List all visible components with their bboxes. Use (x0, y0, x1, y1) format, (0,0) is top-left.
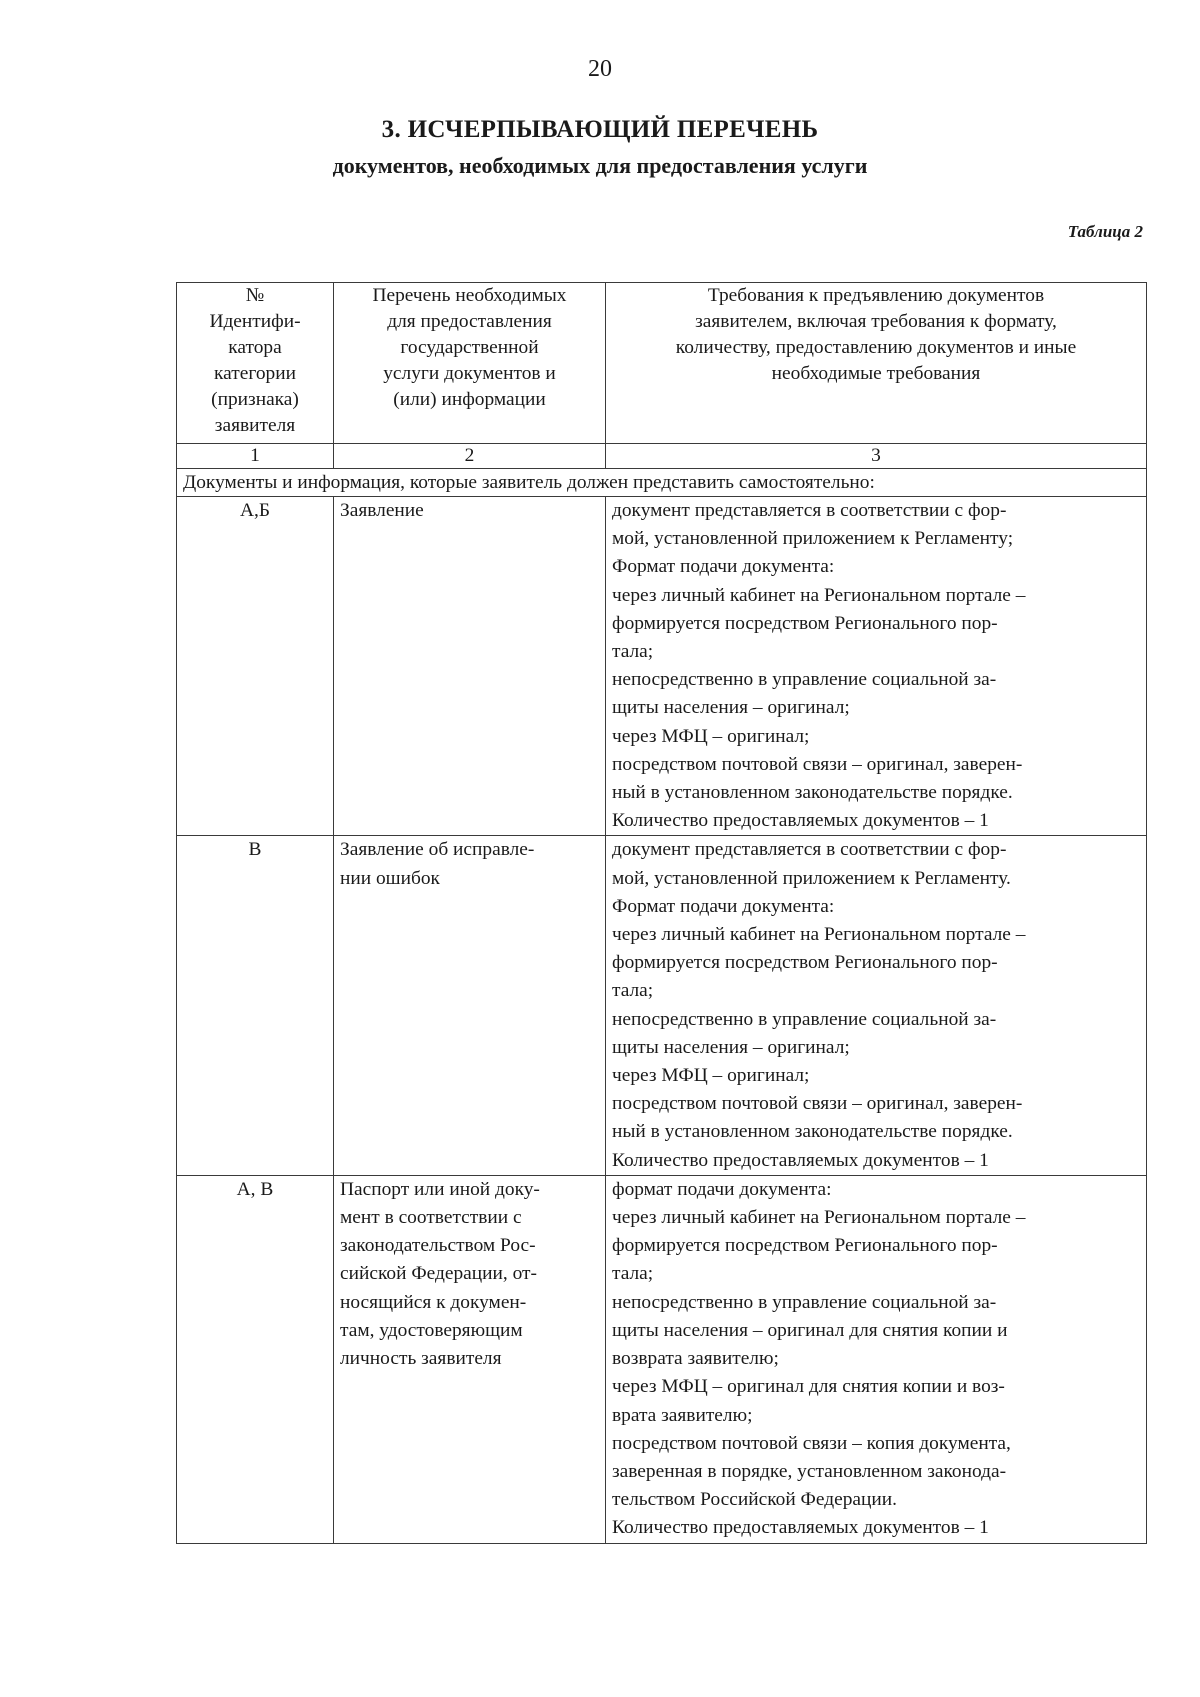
column-number: 3 (606, 444, 1147, 469)
requirement-line: Количество предоставляемых документов – 1 (612, 1517, 989, 1539)
requirement-line: формируется посредством Регионального пор- (612, 1235, 998, 1257)
requirement-line: через МФЦ – оригинал для снятия копии и воз- (612, 1376, 1005, 1398)
requirement-line: непосредственно в управление социальной за- (612, 1291, 997, 1313)
header-line: необходимые требования (771, 363, 981, 384)
requirement-line: посредством почтовой связи – оригинал, заверен- (612, 753, 1023, 775)
requirement-line: формат подачи документа: (612, 1178, 832, 1200)
requirement-line: возврата заявителю; (612, 1348, 779, 1370)
requirement-line: формируется посредством Регионального пор- (612, 612, 998, 634)
document-line: личность заявителя (340, 1348, 502, 1370)
column-number-row (177, 444, 1147, 469)
document-cell (334, 836, 606, 1175)
document-line: носящийся к докумен- (340, 1291, 527, 1313)
header-line: для предоставления (387, 311, 552, 332)
header-row (177, 283, 1147, 444)
table-row (177, 836, 1147, 1175)
requirement-line: через личный кабинет на Региональном портале – (612, 924, 1026, 946)
requirement-line: формируется посредством Регионального пор- (612, 952, 998, 974)
requirement-line: Формат подачи документа: (612, 895, 835, 917)
table-row (177, 497, 1147, 836)
requirement-line: через личный кабинет на Региональном портале – (612, 584, 1026, 606)
requirement-line: тельством Российской Федерации. (612, 1489, 897, 1511)
requirement-line: тала; (612, 1263, 654, 1285)
category-cell: А, В (177, 1175, 334, 1543)
requirement-line: посредством почтовой связи – копия документа, (612, 1432, 1011, 1454)
document-cell (334, 1175, 606, 1543)
page-number: 20 (588, 56, 612, 82)
requirement-line: через МФЦ – оригинал; (612, 725, 810, 747)
requirement-line: заверенная в порядке, установленном законода- (612, 1460, 1007, 1482)
table-label: Таблица 2 (1067, 222, 1143, 241)
header-line: Требования к предъявлению документов (707, 285, 1045, 306)
document-line: Паспорт или иной доку- (340, 1178, 540, 1200)
requirement-line: щиты населения – оригинал; (612, 697, 850, 719)
requirement-line: Количество предоставляемых документов – 1 (612, 1149, 989, 1171)
requirement-line: через личный кабинет на Региональном портале – (612, 1207, 1026, 1229)
section-heading: Документы и информация, которые заявитель должен представить самостоятельно: (177, 469, 1147, 497)
section-subtitle: документов, необходимых для предоставления услуги (332, 153, 868, 178)
header-documents (334, 283, 606, 444)
documents-table (176, 282, 1147, 1544)
header-line: заявителем, включая требования к формату, (695, 311, 1057, 332)
header-line: Идентифи- (209, 311, 301, 332)
requirement-line: документ представляется в соответствии с фор- (612, 839, 1007, 861)
requirement-line: мой, установленной приложением к Регламенту. (612, 867, 1011, 889)
header-line: заявителя (214, 415, 296, 436)
table-row (177, 1175, 1147, 1543)
header-line: (или) информации (393, 389, 546, 410)
column-number: 1 (177, 444, 334, 469)
document-line: Заявление об исправле- (340, 839, 535, 861)
requirement-line: посредством почтовой связи – оригинал, заверен- (612, 1093, 1023, 1115)
requirement-line: ный в установленном законодательстве порядке. (612, 782, 1013, 804)
requirement-line: тала; (612, 980, 654, 1002)
requirement-line: ный в установленном законодательстве порядке. (612, 1121, 1013, 1143)
header-line: (признака) (211, 389, 299, 410)
requirements-cell (606, 1175, 1147, 1543)
document-line: нии ошибок (340, 867, 440, 889)
category-cell: В (177, 836, 334, 1175)
header-category (177, 283, 334, 444)
requirement-line: через МФЦ – оригинал; (612, 1065, 810, 1087)
header-line: количеству, предоставлению документов и иные (675, 337, 1077, 358)
requirement-line: щиты населения – оригинал; (612, 1036, 850, 1058)
requirement-line: непосредственно в управление социальной за- (612, 1008, 997, 1030)
header-line: № (245, 285, 265, 306)
document-line: там, удостоверяющим (340, 1319, 523, 1341)
document-line: мент в соответствии с (340, 1207, 522, 1229)
document-line: Заявление (340, 500, 424, 521)
requirement-line: Количество предоставляемых документов – 1 (612, 810, 989, 832)
requirement-line: непосредственно в управление социальной за- (612, 669, 997, 691)
requirement-line: врата заявителю; (612, 1404, 753, 1426)
document-line: сийской Федерации, от- (340, 1263, 537, 1285)
header-line: катора (228, 337, 282, 358)
section-title: 3. ИСЧЕРПЫВАЮЩИЙ ПЕРЕЧЕНЬ (381, 116, 819, 143)
document-line: законодательством Рос- (340, 1235, 536, 1257)
header-line: категории (214, 363, 296, 384)
header-line: Перечень необходимых (372, 285, 567, 306)
requirement-line: документ представляется в соответствии с фор- (612, 500, 1007, 521)
requirement-line: тала; (612, 641, 654, 663)
requirement-line: мой, установленной приложением к Регламенту; (612, 528, 1014, 550)
section-row (177, 469, 1147, 497)
header-line: услуги документов и (383, 363, 556, 384)
header-requirements (606, 283, 1147, 444)
column-number: 2 (334, 444, 606, 469)
requirements-cell (606, 497, 1147, 836)
requirement-line: щиты населения – оригинал для снятия копии и (612, 1319, 1008, 1341)
document-cell (334, 497, 606, 836)
requirements-cell (606, 836, 1147, 1175)
requirement-line: Формат подачи документа: (612, 556, 835, 578)
category-cell: А,Б (177, 497, 334, 836)
header-line: государственной (400, 337, 539, 358)
